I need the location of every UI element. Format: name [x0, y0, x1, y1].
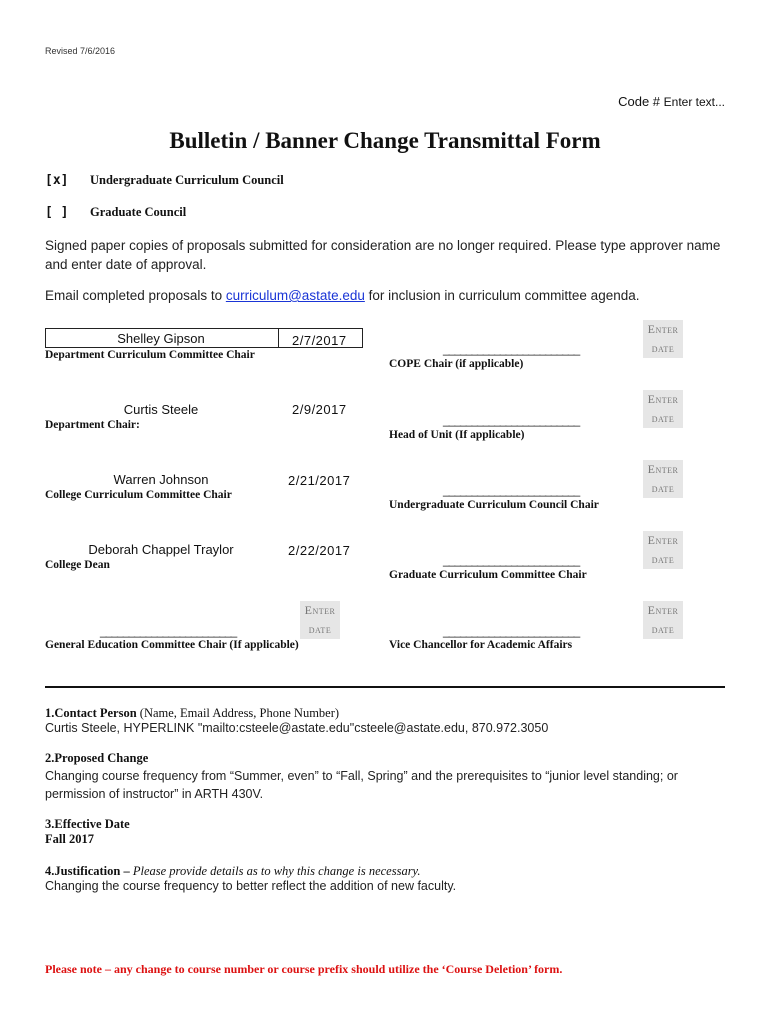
enter-date-field[interactable]: Enter date: [643, 320, 683, 358]
email-text-after: for inclusion in curriculum committee agenda.: [364, 288, 640, 303]
signer-name[interactable]: Warren Johnson: [113, 472, 209, 487]
signer-role: Department Chair:: [45, 419, 140, 431]
signer-role: College Curriculum Committee Chair: [45, 489, 232, 501]
revised-date: Revised 7/6/2016: [45, 46, 116, 56]
contact-value[interactable]: Curtis Steele, HYPERLINK "mailto:csteele@astate.edu"csteele@astate.edu, 870.972.3050: [45, 721, 549, 735]
contact-hint: (Name, Email Address, Phone Number): [136, 706, 340, 720]
signature-line[interactable]: ________________________: [443, 553, 580, 567]
enter-date-field[interactable]: Enter date: [643, 531, 683, 569]
email-paragraph: [45, 286, 735, 305]
intro-paragraph: Signed paper copies of proposals submitted for consideration are no longer required. Please type approver name and enter date of approval.: [45, 238, 721, 272]
signer-date[interactable]: 2/22/2017: [288, 543, 351, 558]
form-title: Bulletin / Banner Change Transmittal Form: [169, 128, 601, 153]
enter-date-field[interactable]: Enter date: [643, 460, 683, 498]
justification-value[interactable]: Changing the course frequency to better reflect the addition of new faculty.: [45, 879, 457, 893]
signer-role: General Education Committee Chair (If applicable): [45, 639, 299, 651]
effective-date-value[interactable]: Fall 2017: [45, 832, 94, 846]
section-divider: [45, 686, 725, 688]
signature-line[interactable]: ________________________: [443, 413, 580, 427]
signer-role: Graduate Curriculum Committee Chair: [389, 569, 587, 581]
justification-title: 4.Justification –: [45, 864, 133, 878]
enter-date-field[interactable]: Enter date: [643, 390, 683, 428]
signer-role: College Dean: [45, 559, 110, 571]
signer-date[interactable]: 2/7/2017: [292, 333, 347, 348]
signer-name[interactable]: Shelley Gipson: [117, 331, 205, 346]
curriculum-email-link[interactable]: curriculum@astate.edu: [225, 288, 365, 303]
signer-name[interactable]: Curtis Steele: [123, 402, 199, 417]
course-deletion-note: Please note – any change to course number or course prefix should utilize the ‘Course Deletion’ form.: [45, 962, 563, 976]
graduate-council-label: Graduate Council: [90, 205, 187, 219]
signer-date[interactable]: 2/9/2017: [292, 402, 347, 417]
enter-date-field[interactable]: Enter date: [300, 601, 340, 639]
signature-line[interactable]: ________________________: [443, 483, 580, 497]
code-input[interactable]: Enter text...: [663, 95, 725, 109]
enter-date-field[interactable]: Enter date: [643, 601, 683, 639]
ugcc-label: Undergraduate Curriculum Council: [90, 173, 284, 187]
code-label: Code #: [618, 94, 664, 109]
justification-hint: Please provide details as to why this change is necessary.: [132, 864, 421, 878]
signer-date[interactable]: 2/21/2017: [288, 473, 351, 488]
contact-title: 1.Contact Person: [45, 706, 137, 720]
signature-line[interactable]: ________________________: [100, 624, 237, 638]
signature-line[interactable]: ________________________: [443, 624, 580, 638]
email-text-before: Email completed proposals to: [45, 288, 226, 303]
graduate-council-checkbox[interactable]: [ ]: [45, 205, 69, 220]
signer-name[interactable]: Deborah Chappel Traylor: [88, 542, 234, 557]
signer-role: COPE Chair (if applicable): [389, 358, 524, 370]
signature-line[interactable]: ________________________: [443, 342, 580, 356]
signer-role: Department Curriculum Committee Chair: [45, 349, 255, 361]
ugcc-checkbox[interactable]: [x]: [45, 173, 69, 188]
proposed-change-heading: 2.Proposed Change: [45, 751, 149, 765]
code-field[interactable]: [618, 94, 725, 109]
signer-role: Vice Chancellor for Academic Affairs: [389, 639, 573, 651]
signer-role: Undergraduate Curriculum Council Chair: [389, 499, 599, 511]
signer-role: Head of Unit (If applicable): [389, 429, 525, 441]
proposed-change-value[interactable]: Changing course frequency from “Summer, even” to “Fall, Spring” and the prerequisites to “junior level standing; or permission of instructor” in ARTH 430V.: [45, 769, 678, 801]
effective-date-heading: 3.Effective Date: [45, 817, 130, 831]
